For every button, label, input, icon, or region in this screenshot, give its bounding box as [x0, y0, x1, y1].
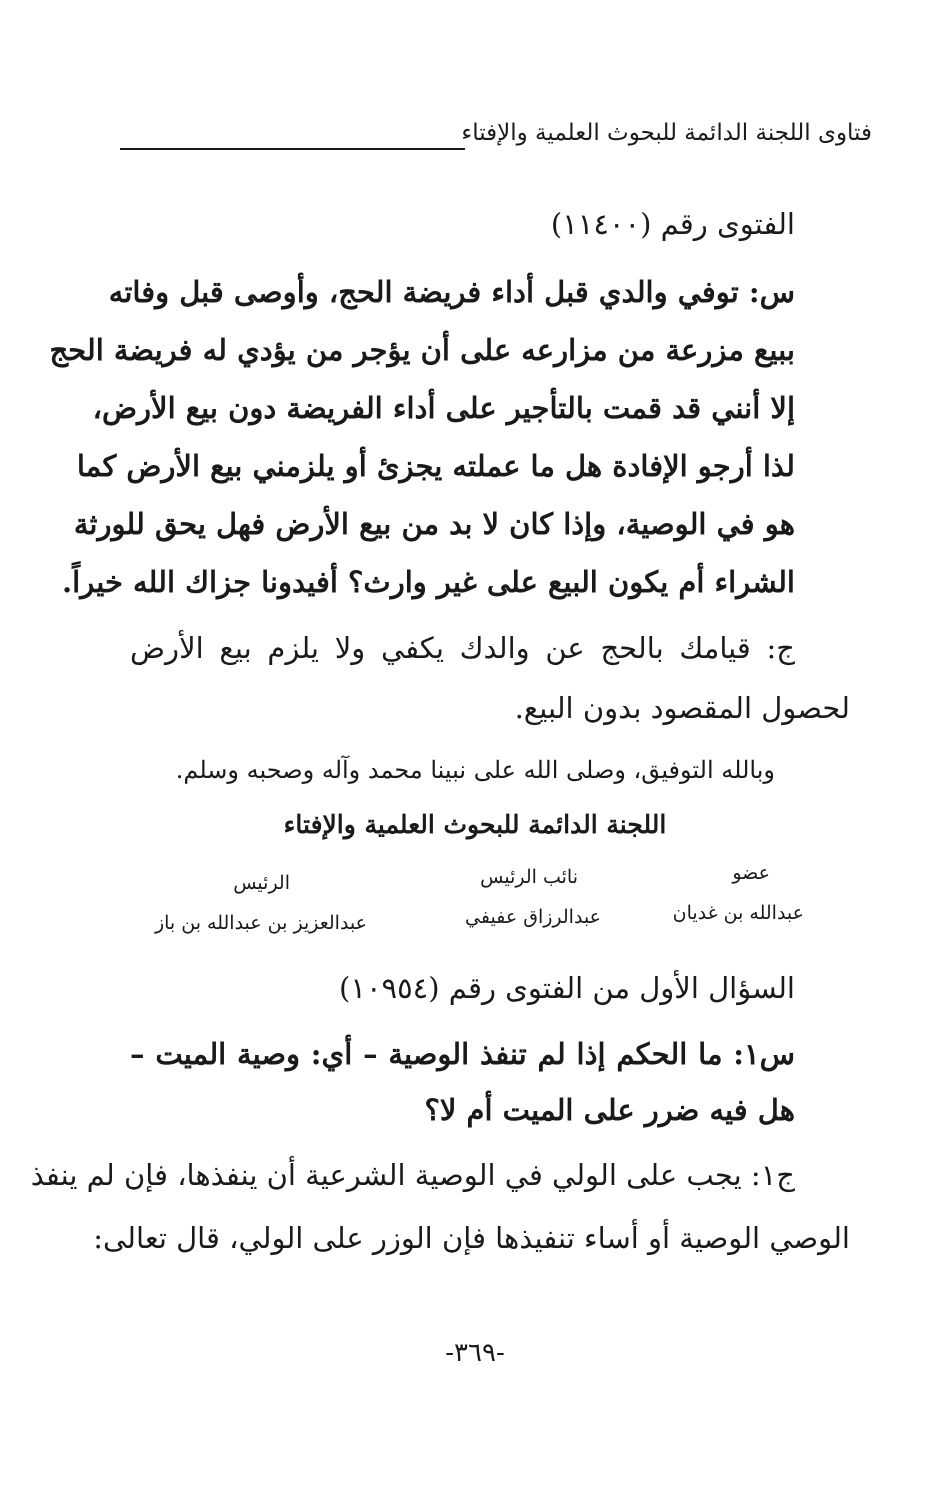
- fatwa1-answer-line: ج: قيامك بالحج عن والدك يكفي ولا يلزم بيع الأرض: [130, 631, 795, 665]
- closing-formula: وبالله التوفيق، وصلى الله على نبينا محمد وآله وصحبه وسلم.: [175, 756, 775, 784]
- signatory-name-member: عبدالله بن غديان: [672, 902, 804, 924]
- fatwa1-title: الفتوى رقم (١١٤٠٠): [550, 207, 795, 241]
- committee-name: اللجنة الدائمة للبحوث العلمية والإفتاء: [283, 810, 667, 839]
- fatwa2-question-line: س١: ما الحكم إذا لم تنفذ الوصية – أي: وصية الميت –: [130, 1037, 795, 1071]
- signatory-role-president: الرئيس: [233, 872, 290, 894]
- page-number: -٣٦٩-: [445, 1338, 505, 1368]
- signatory-role-vice-president: نائب الرئيس: [480, 866, 578, 888]
- fatwa1-question-line: لذا أرجو الإفادة هل ما عملته يجزئ أو يلزمني بيع الأرض كما: [76, 449, 795, 483]
- signatory-role-member: عضو: [732, 862, 770, 884]
- fatwa1-question-line: س: توفي والدي قبل أداء فريضة الحج، وأوصى قبل وفاته: [108, 275, 795, 309]
- fatwa1-question-line: الشراء أم يكون البيع على غير وارث؟ أفيدونا جزاك الله خيراً.: [62, 565, 795, 599]
- running-header: فتاوى اللجنة الدائمة للبحوث العلمية والإفتاء: [461, 120, 872, 146]
- fatwa2-answer-line: الوصي الوصية أو أساء تنفيذها فإن الوزر على الولي، قال تعالى:: [93, 1221, 850, 1255]
- fatwa2-title: السؤال الأول من الفتوى رقم (١٠٩٥٤): [339, 971, 795, 1005]
- fatwa2-question-line: هل فيه ضرر على الميت أم لا؟: [424, 1093, 795, 1127]
- fatwa1-question-line: هو في الوصية، وإذا كان لا بد من بيع الأرض فهل يحق للورثة: [73, 507, 795, 541]
- fatwa1-answer-line: لحصول المقصود بدون البيع.: [514, 691, 850, 725]
- header-rule: [120, 148, 465, 150]
- fatwa1-question-line: إلا أنني قد قمت بالتأجير على أداء الفريضة دون بيع الأرض،: [92, 391, 795, 425]
- fatwa1-question-line: ببيع مزرعة من مزارعه على أن يؤجر من يؤدي له فريضة الحج: [49, 333, 795, 367]
- signatory-name-vice-president: عبدالرزاق عفيفي: [465, 906, 601, 928]
- signatory-name-president: عبدالعزيز بن عبدالله بن باز: [154, 912, 367, 934]
- fatwa2-answer-line: ج١: يجب على الولي في الوصية الشرعية أن ينفذها، فإن لم ينفذ: [30, 1158, 795, 1192]
